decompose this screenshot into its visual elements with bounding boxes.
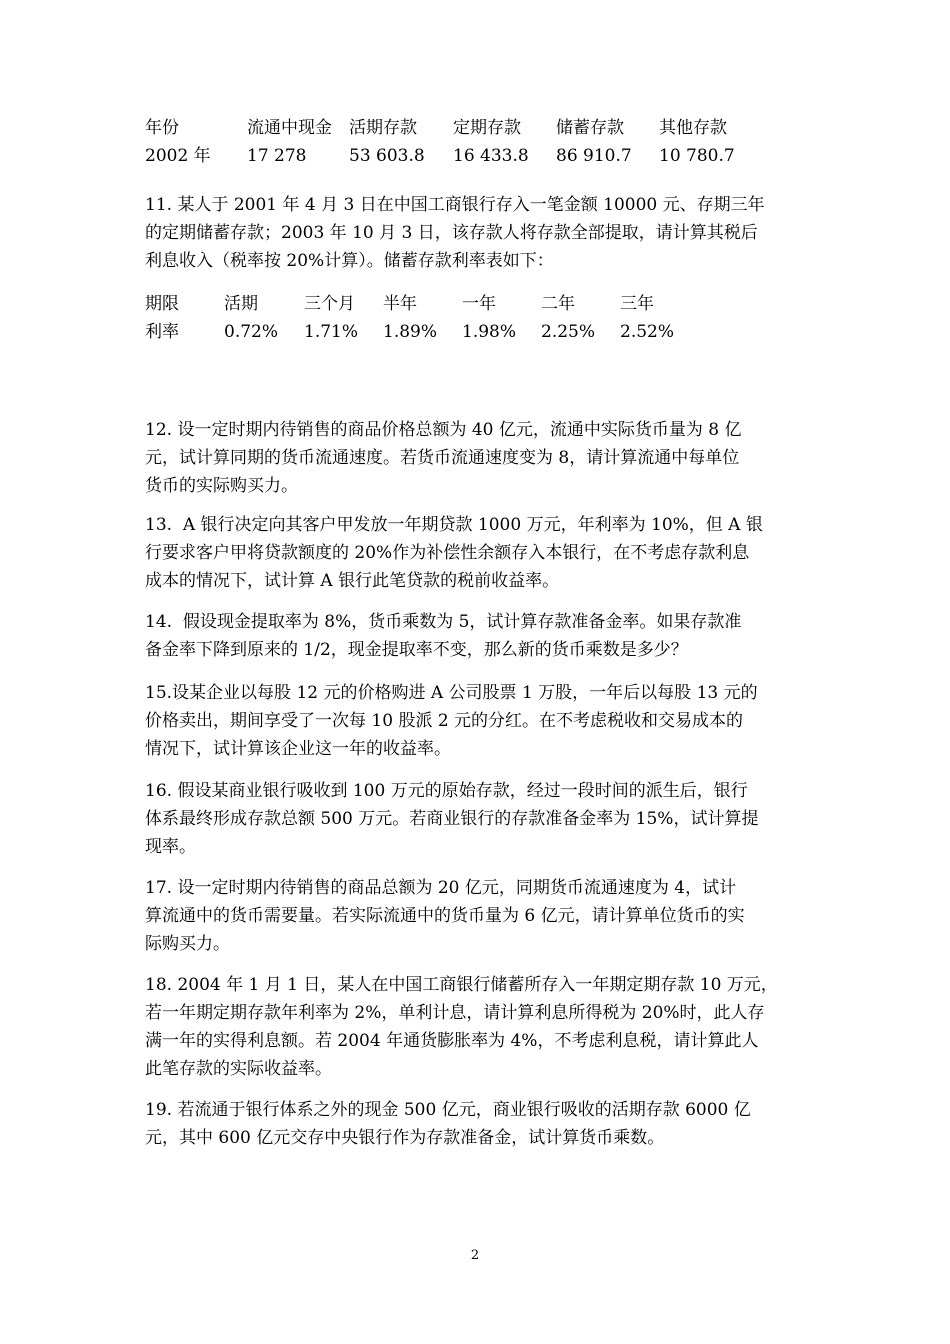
question-19 (145, 1096, 810, 1152)
cell-rate-one-year: 1.98% (462, 322, 517, 342)
question-line: 体系最终形成存款总额 500 万元。若商业银行的存款准备金率为 15%，试计算提 (145, 809, 759, 829)
cell-demand-deposit: 53 603.8 (349, 146, 425, 166)
header-two-years: 二年 (541, 294, 575, 314)
cell-rate-two-years: 2.25% (541, 322, 596, 342)
question-line: 算流通中的货币需要量。若实际流通中的货币量为 6 亿元，请计算单位货币的实 (145, 906, 745, 926)
header-year: 年份 (145, 118, 179, 138)
header-demand: 活期 (224, 294, 258, 314)
question-line: 现率。 (145, 837, 196, 857)
cell-year: 2002 年 (145, 146, 211, 166)
question-line: 若一年期定期存款年利率为 2%，单利计息，请计算利息所得税为 20%时，此人存 (145, 1003, 765, 1023)
cell-rate-three-months: 1.71% (304, 322, 359, 342)
question-16 (145, 777, 810, 861)
question-line: 备金率下降到原来的 1/2，现金提取率不变，那么新的货币乘数是多少？ (145, 640, 688, 660)
question-line: 14. 假设现金提取率为 8%，货币乘数为 5，试计算存款准备金率。如果存款准 (145, 612, 742, 632)
cell-savings-deposit: 86 910.7 (556, 146, 632, 166)
question-line: 满一年的实得利息额。若 2004 年通货膨胀率为 4%，不考虑利息税，请计算此人 (145, 1031, 759, 1051)
question-17 (145, 874, 810, 958)
question-line: 际购买力。 (145, 934, 230, 954)
question-line: 元，其中 600 亿元交存中央银行作为存款准备金，试计算货币乘数。 (145, 1128, 665, 1148)
header-half-year: 半年 (383, 294, 417, 314)
question-14 (145, 608, 810, 664)
question-11 (145, 191, 810, 275)
cell-time-deposit: 16 433.8 (453, 146, 529, 166)
cell-rate-label: 利率 (145, 322, 179, 342)
cell-rate-three-years: 2.52% (620, 322, 675, 342)
question-line: 情况下，试计算该企业这一年的收益率。 (145, 739, 451, 759)
cell-cash: 17 278 (247, 146, 307, 166)
page-number: 2 (470, 1248, 480, 1263)
cell-other-deposit: 10 780.7 (659, 146, 735, 166)
question-13 (145, 511, 810, 595)
question-18 (145, 971, 810, 1083)
question-line: 16. 假设某商业银行吸收到 100 万元的原始存款，经过一段时间的派生后，银行 (145, 781, 748, 801)
header-three-months: 三个月 (304, 294, 355, 314)
question-line: 13. A 银行决定向其客户甲发放一年期贷款 1000 万元，年利率为 10%，但 A 银 (145, 515, 763, 535)
question-line: 18. 2004 年 1 月 1 日，某人在中国工商银行储蓄所存入一年期定期存款 10 万元， (145, 975, 778, 995)
question-line: 货币的实际购买力。 (145, 476, 298, 496)
header-other-deposit: 其他存款 (659, 118, 727, 138)
cell-rate-half-year: 1.89% (383, 322, 438, 342)
question-line: 成本的情况下，试计算 A 银行此笔贷款的税前收益率。 (145, 571, 560, 591)
header-three-years: 三年 (620, 294, 654, 314)
question-line: 利息收入（税率按 20%计算）。储蓄存款利率表如下： (145, 251, 554, 271)
question-line: 19. 若流通于银行体系之外的现金 500 亿元，商业银行吸收的活期存款 6000 亿 (145, 1100, 751, 1120)
question-line: 行要求客户甲将贷款额度的 20%作为补偿性余额存入本银行，在不考虑存款利息 (145, 543, 750, 563)
question-line: 11. 某人于 2001 年 4 月 3 日在中国工商银行存入一笔金额 10000 元、存期三年 (145, 195, 765, 215)
question-line: 12. 设一定时期内待销售的商品价格总额为 40 亿元，流通中实际货币量为 8 亿 (145, 420, 742, 440)
question-line: 17. 设一定时期内待销售的商品总额为 20 亿元，同期货币流通速度为 4，试计 (145, 878, 737, 898)
cell-rate-demand: 0.72% (224, 322, 279, 342)
question-12 (145, 416, 810, 500)
header-one-year: 一年 (462, 294, 496, 314)
question-line: 15.设某企业以每股 12 元的价格购进 A 公司股票 1 万股，一年后以每股 13 元的 (145, 683, 758, 703)
header-demand-deposit: 活期存款 (349, 118, 417, 138)
header-savings-deposit: 储蓄存款 (556, 118, 624, 138)
header-time-deposit: 定期存款 (453, 118, 521, 138)
header-cash: 流通中现金 (247, 118, 332, 138)
question-line: 的定期储蓄存款；2003 年 10 月 3 日，该存款人将存款全部提取，请计算其税后 (145, 223, 758, 243)
question-line: 此笔存款的实际收益率。 (145, 1059, 332, 1079)
question-15 (145, 679, 810, 763)
header-term: 期限 (145, 294, 179, 314)
question-line: 价格卖出，期间享受了一次每 10 股派 2 元的分红。在不考虑税收和交易成本的 (145, 711, 744, 731)
question-line: 元，试计算同期的货币流通速度。若货币流通速度变为 8，请计算流通中每单位 (145, 448, 740, 468)
